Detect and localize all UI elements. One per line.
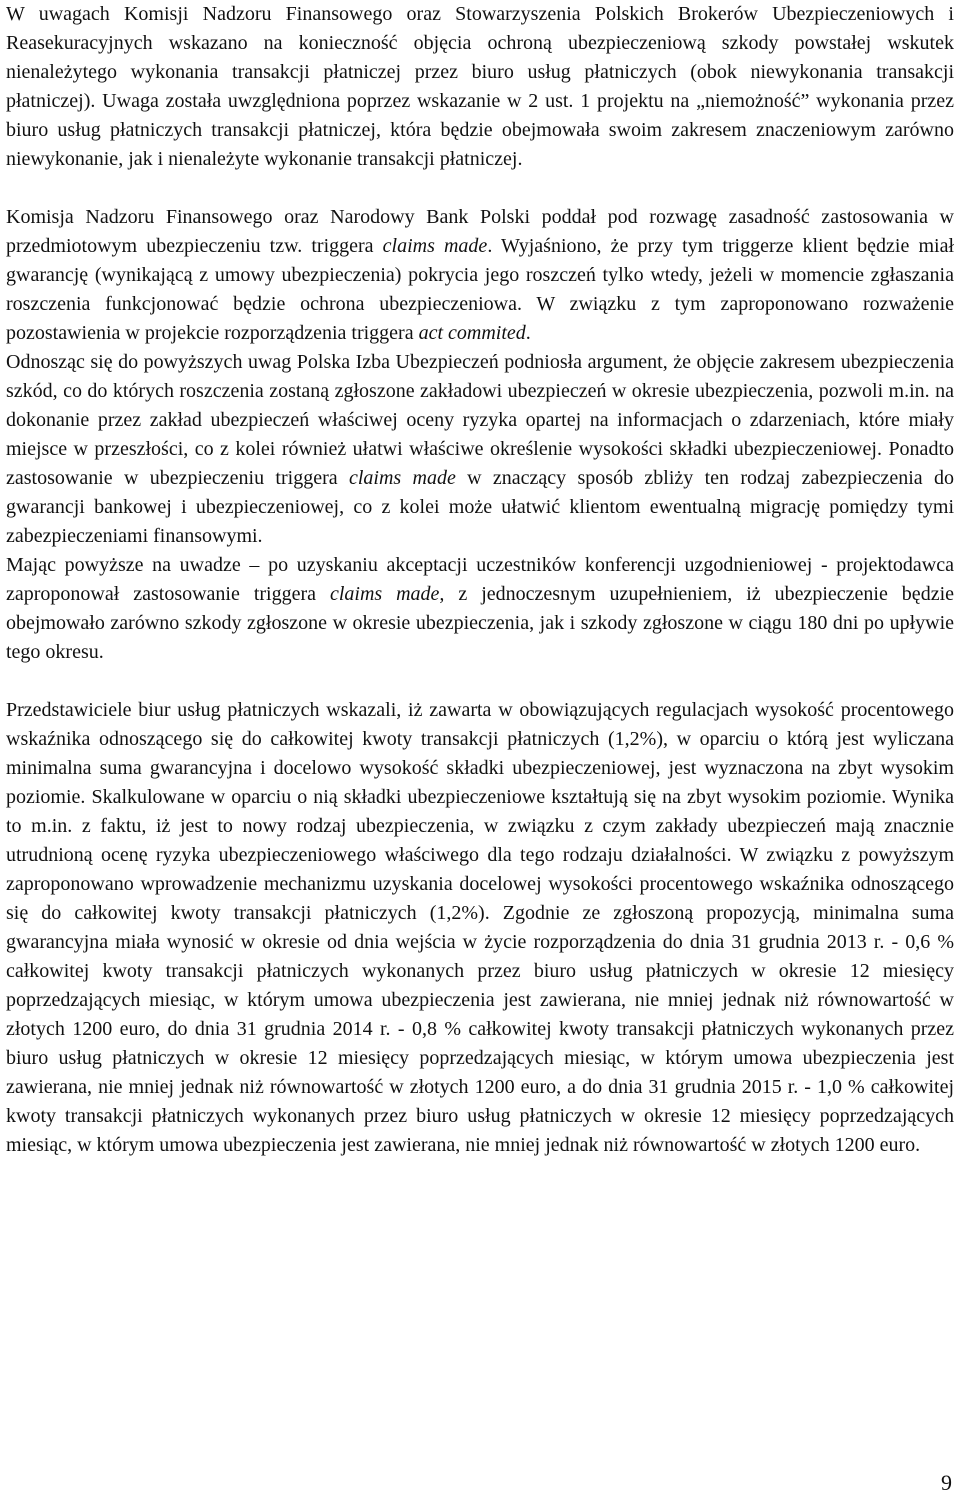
italic-term: claims made xyxy=(348,467,456,489)
page-number: 9 xyxy=(941,1470,952,1495)
paragraph-piu-argument xyxy=(6,348,954,551)
paragraph-text: . Wyjaśniono, że przy tym triggerze klient będzie miał gwarancję (wynikającą z umowy ubezpieczenia) pokrycia jego roszczeń tylko wtedy, jeżeli w momencie zgłaszania roszczenia funkcjonować będzie ochrona ubezpieczeniowa. W związku z tym zaproponowano rozważenie pozostawienia w projekcie rozporządzenia triggera xyxy=(6,235,954,344)
paragraph-text: z jednoczesnym uzupełnieniem, iż ubezpieczenie będzie obejmowało zarówno szkody zgłoszone w okresie ubezpieczenia, jak i szkody zgłoszone w ciągu 180 dni po upływie tego okresu. xyxy=(6,583,954,663)
paragraph-text: Mając powyższe na uwadze – po uzyskaniu akceptacji uczestników konferencji uzgodnieniowej - projektodawca zaproponował zastosowanie triggera xyxy=(6,554,954,605)
paragraph-komisja-uwagi xyxy=(6,0,954,174)
paragraph-text: Przedstawiciele biur usług płatniczych wskazali, iż zawarta w obowiązujących regulacjach wysokość procentowego wskaźnika odnoszącego się do całkowitej kwoty transakcji płatniczych (1,2%), w oparciu o którą jest wyliczana minimalna suma gwarancyjna i docelowo wysokość składki ubezpieczeniowej, jest wyznaczona na zbyt wysokim poziomie. Skalkulowane w oparciu o nią składki ubezpieczeniowe kształtują się na zbyt wysokim poziomie. Wynika to m.in. z faktu, iż jest to nowy rodzaj ubezpieczenia, w związku z czym zakłady ubezpieczeń mają znacznie utrudnioną ocenę ryzyka ubezpieczeniowego właściwego dla tego rodzaju działalności. W związku z powyższym zaproponowano wprowadzenie mechanizmu uzyskania docelowej wysokości procentowego wskaźnika odnoszącego się do całkowitej kwoty transakcji płatniczych (1,2%). Zgodnie ze zgłoszoną propozycją, minimalna suma gwarancyjna miała wynosić w okresie od dnia wejścia w życie rozporządzenia do dnia 31 grudnia 2013 r. - 0,6 % całkowitej kwoty transakcji płatniczych wykonanych przez biuro usług płatniczych w okresie 12 miesięcy poprzedzających miesiąc, w którym umowa ubezpieczenia jest zawierana, nie mniej jednak niż równowartość w złotych 1200 euro, do dnia 31 grudnia 2014 r. - 0,8 % całkowitej kwoty transakcji płatniczych wykonanych przez biuro usług płatniczych w okresie 12 miesięcy poprzedzających miesiąc, w którym umowa ubezpieczenia jest zawierana, nie mniej jednak niż równowartość w złotych 1200 euro, a do dnia 31 grudnia 2015 r. - 1,0 % całkowitej kwoty transakcji płatniczych wykonanych przez biuro usług płatniczych w okresie 12 miesięcy poprzedzających miesiąc, w którym umowa ubezpieczenia jest zawierana, nie mniej jednak niż równowartość w złotych 1200 euro. xyxy=(6,699,954,1156)
document-page xyxy=(6,0,954,1160)
paragraph-projektodawca-decision xyxy=(6,551,954,667)
paragraph-text: . xyxy=(525,322,531,344)
paragraph-text: W uwagach Komisji Nadzoru Finansowego oraz Stowarzyszenia Polskich Brokerów Ubezpieczeniowych i Reasekuracyjnych wskazano na konieczność objęcia ochroną ubezpieczeniową szkody powstałej wskutek nienależytego wykonania transakcji płatniczej przez biuro usług płatniczych (obok niewykonania transakcji płatniczej). Uwaga została uwzględniona poprzez wskazanie w 2 ust. 1 projektu na „niemożność” wykonania przez biuro usług płatniczych transakcji płatniczej, która będzie obejmowała swoim zakresem znaczeniowym zarówno niewykonanie, jak i nienależyte wykonanie transakcji płatniczej. xyxy=(6,3,954,170)
paragraph-text: Komisja Nadzoru Finansowego oraz Narodowy Bank Polski poddał pod rozwagę zasadność zastosowania w przedmiotowym ubezpieczeniu tzw. triggera xyxy=(6,206,954,257)
paragraph-claims-made-proposal xyxy=(6,203,954,348)
italic-term: claims made xyxy=(382,235,488,257)
italic-term: claims made, xyxy=(329,583,445,605)
paragraph-spacer xyxy=(6,174,954,203)
paragraph-spacer xyxy=(6,667,954,696)
paragraph-text: Odnosząc się do powyższych uwag Polska Izba Ubezpieczeń podniosła argument, że objęcie zakresem ubezpieczenia szkód, co do których roszczenia zostaną zgłoszone zakładowi ubezpieczeń w okresie ubezpieczenia, pozwoli m.in. na dokonanie przez zakład ubezpieczeń właściwej oceny ryzyka opartej na informacjach o zdarzeniach, które miały miejsce w przeszłości, co z kolei również ułatwi właściwe określenie wysokości składki ubezpieczeniowej. Ponadto zastosowanie w ubezpieczeniu triggera xyxy=(6,351,954,489)
italic-term: act commited xyxy=(418,322,526,344)
paragraph-biura-uslug-platniczych xyxy=(6,696,954,1160)
paragraph-text: w znaczący sposób zbliży ten rodzaj zabezpieczenia do gwarancji bankowej i ubezpieczeniowej, co z kolei może ułatwić klientom ewentualną migrację pomiędzy tymi zabezpieczeniami finansowymi. xyxy=(6,467,954,547)
